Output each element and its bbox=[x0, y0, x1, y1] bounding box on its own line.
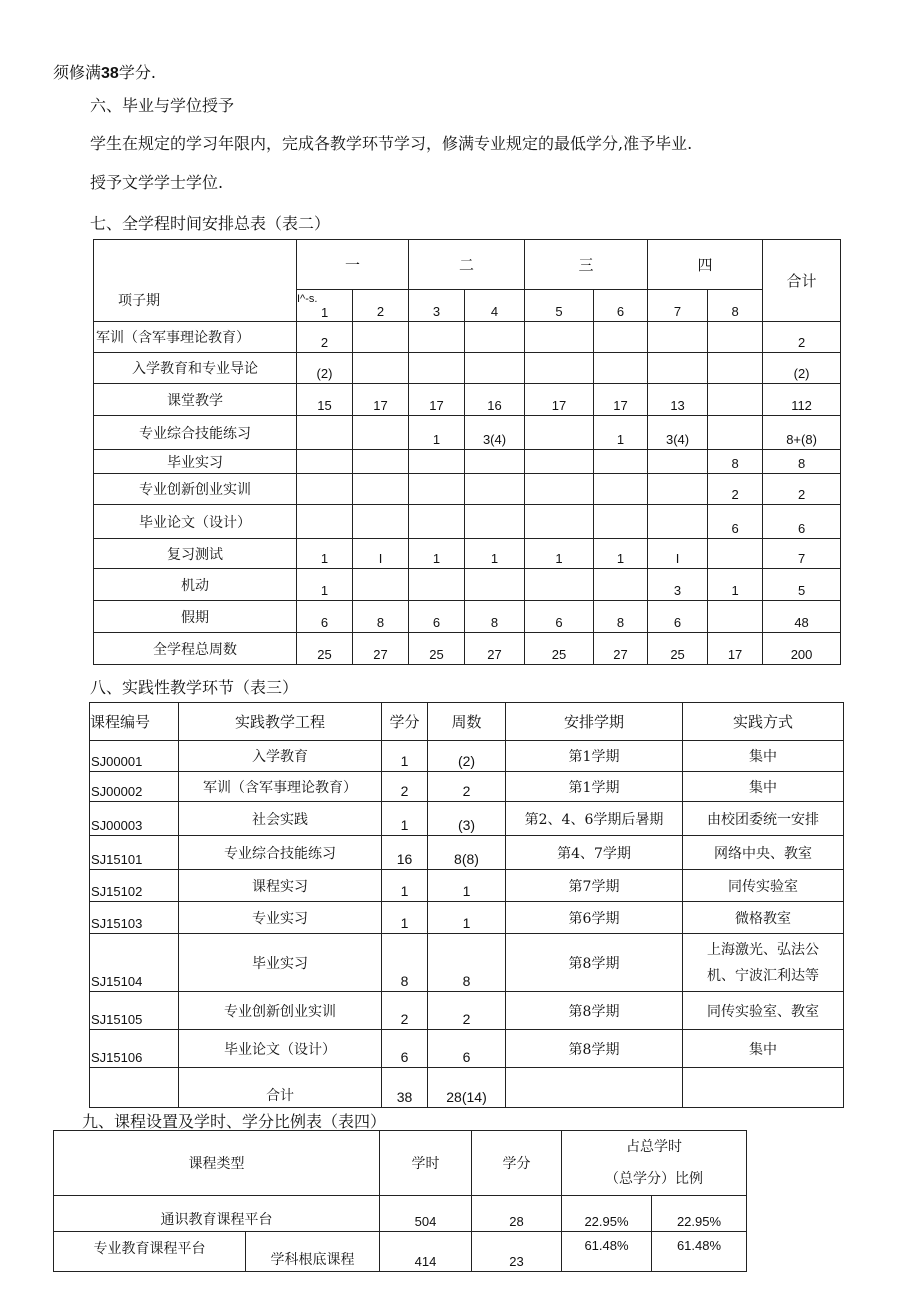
schedule-cell-sem-7 bbox=[648, 353, 708, 384]
row-major-ratio-2: 61.48% bbox=[652, 1232, 747, 1272]
practice-term: 第4、7学期 bbox=[506, 836, 683, 870]
schedule-cell-sem-4: 8 bbox=[465, 601, 525, 633]
practice-weeks: 8 bbox=[428, 934, 506, 992]
header-course-type: 课程类型 bbox=[54, 1131, 380, 1196]
practice-term: 第1学期 bbox=[506, 741, 683, 772]
practice-credits: 1 bbox=[382, 902, 428, 934]
practice-term: 第8学期 bbox=[506, 934, 683, 992]
schedule-row-name: 复习测试 bbox=[94, 539, 297, 569]
schedule-cell-sem-7: 3 bbox=[648, 569, 708, 601]
practice-row bbox=[90, 992, 844, 1030]
schedule-cell-sem-6: 1 bbox=[594, 539, 648, 569]
header-credits: 学分 bbox=[472, 1131, 562, 1196]
practice-credits: 1 bbox=[382, 802, 428, 836]
header-term: 安排学期 bbox=[506, 703, 683, 741]
schedule-row bbox=[94, 633, 841, 665]
row-general-credits: 28 bbox=[472, 1196, 562, 1232]
schedule-cell-sem-3 bbox=[409, 474, 465, 505]
practice-term: 第8学期 bbox=[506, 1030, 683, 1068]
schedule-cell-sem-2: I bbox=[353, 539, 409, 569]
practice-mode-line-1: 上海激光、弘法公 bbox=[707, 941, 819, 958]
schedule-cell-sem-7 bbox=[648, 505, 708, 539]
row-general-hours: 504 bbox=[380, 1196, 472, 1232]
practice-term: 第6学期 bbox=[506, 902, 683, 934]
schedule-row-name: 专业创新创业实训 bbox=[94, 474, 297, 505]
practice-credits: 2 bbox=[382, 992, 428, 1030]
header-weeks: 周数 bbox=[428, 703, 506, 741]
total-row-weeks: 28(14) bbox=[428, 1068, 506, 1108]
schedule-cell-sem-4: 3(4) bbox=[465, 416, 525, 450]
total-row-blank bbox=[90, 1068, 179, 1108]
practice-credits: 6 bbox=[382, 1030, 428, 1068]
semester-2-header: 2 bbox=[353, 290, 409, 322]
practice-code: SJ00003 bbox=[90, 802, 179, 836]
schedule-cell-sem-1 bbox=[297, 416, 353, 450]
schedule-cell-sem-4 bbox=[465, 474, 525, 505]
practice-code: SJ15101 bbox=[90, 836, 179, 870]
total-row-credits: 38 bbox=[382, 1068, 428, 1108]
header-ratio-line-1: 占总学时 bbox=[626, 1139, 682, 1155]
schedule-cell-sem-7: 3(4) bbox=[648, 416, 708, 450]
schedule-row-name: 机动 bbox=[94, 569, 297, 601]
practice-credits: 16 bbox=[382, 836, 428, 870]
schedule-cell-sem-5: 1 bbox=[525, 539, 594, 569]
schedule-cell-sem-3: 1 bbox=[409, 416, 465, 450]
schedule-row-total: 7 bbox=[763, 539, 841, 569]
schedule-cell-sem-6: 1 bbox=[594, 416, 648, 450]
schedule-cell-sem-5: 17 bbox=[525, 384, 594, 416]
semester-8-header: 8 bbox=[708, 290, 763, 322]
schedule-row bbox=[94, 322, 841, 353]
schedule-row-total: (2) bbox=[763, 353, 841, 384]
schedule-row-total: 2 bbox=[763, 322, 841, 353]
header-mode: 实践方式 bbox=[683, 703, 844, 741]
schedule-cell-sem-8 bbox=[708, 353, 763, 384]
schedule-cell-sem-3 bbox=[409, 569, 465, 601]
schedule-cell-sem-7: 13 bbox=[648, 384, 708, 416]
schedule-row-total: 6 bbox=[763, 505, 841, 539]
schedule-row-name: 军训（含军事理论教育） bbox=[94, 322, 297, 353]
schedule-cell-sem-6 bbox=[594, 450, 648, 474]
row-major-hours: 414 bbox=[380, 1232, 472, 1272]
schedule-cell-sem-4 bbox=[465, 505, 525, 539]
schedule-cell-sem-7 bbox=[648, 450, 708, 474]
practice-mode: 同传实验室、教室 bbox=[683, 992, 844, 1030]
practice-row bbox=[90, 870, 844, 902]
practice-code: SJ15104 bbox=[90, 934, 179, 992]
schedule-row-total: 8+(8) bbox=[763, 416, 841, 450]
course-ratio-table bbox=[53, 1130, 747, 1272]
schedule-cell-sem-8: 17 bbox=[708, 633, 763, 665]
practice-weeks: 6 bbox=[428, 1030, 506, 1068]
practice-code: SJ15103 bbox=[90, 902, 179, 934]
schedule-row-total: 200 bbox=[763, 633, 841, 665]
practice-weeks: 1 bbox=[428, 902, 506, 934]
schedule-cell-sem-3: 25 bbox=[409, 633, 465, 665]
schedule-cell-sem-7: 6 bbox=[648, 601, 708, 633]
schedule-cell-sem-5 bbox=[525, 416, 594, 450]
schedule-cell-sem-2 bbox=[353, 505, 409, 539]
practice-credits: 1 bbox=[382, 741, 428, 772]
schedule-cell-sem-1: 25 bbox=[297, 633, 353, 665]
practice-mode: 网络中央、教室 bbox=[683, 836, 844, 870]
practice-row bbox=[90, 772, 844, 802]
practice-weeks: (2) bbox=[428, 741, 506, 772]
practice-weeks: (3) bbox=[428, 802, 506, 836]
schedule-row-name: 专业综合技能练习 bbox=[94, 416, 297, 450]
header-ratio bbox=[562, 1131, 747, 1196]
schedule-cell-sem-1 bbox=[297, 505, 353, 539]
schedule-cell-sem-4 bbox=[465, 353, 525, 384]
schedule-row-total: 8 bbox=[763, 450, 841, 474]
practice-row bbox=[90, 934, 844, 992]
practice-mode: 集中 bbox=[683, 1030, 844, 1068]
row-major-credits: 23 bbox=[472, 1232, 562, 1272]
schedule-cell-sem-8 bbox=[708, 601, 763, 633]
schedule-cell-sem-3 bbox=[409, 450, 465, 474]
schedule-cell-sem-5 bbox=[525, 353, 594, 384]
schedule-row bbox=[94, 474, 841, 505]
row-general-ratio-2: 22.95% bbox=[652, 1196, 747, 1232]
header-hours: 学时 bbox=[380, 1131, 472, 1196]
schedule-row bbox=[94, 416, 841, 450]
schedule-cell-sem-4: 1 bbox=[465, 539, 525, 569]
semester-1-header: I^-s. 1 bbox=[297, 290, 353, 322]
schedule-cell-sem-4 bbox=[465, 322, 525, 353]
schedule-row-name: 课堂教学 bbox=[94, 384, 297, 416]
schedule-cell-sem-2 bbox=[353, 353, 409, 384]
schedule-cell-sem-3 bbox=[409, 505, 465, 539]
practice-mode bbox=[683, 934, 844, 992]
semester-6-header: 6 bbox=[594, 290, 648, 322]
schedule-cell-sem-1 bbox=[297, 474, 353, 505]
section-6-paragraph-2: 授予文学学士学位. bbox=[90, 173, 224, 192]
schedule-cell-sem-1: 2 bbox=[297, 322, 353, 353]
total-header: 合计 bbox=[763, 240, 841, 322]
total-row-term bbox=[506, 1068, 683, 1108]
schedule-cell-sem-1 bbox=[297, 450, 353, 474]
schedule-cell-sem-8 bbox=[708, 384, 763, 416]
schedule-cell-sem-2 bbox=[353, 450, 409, 474]
schedule-row bbox=[94, 539, 841, 569]
intro-line: 须修满38学分. bbox=[53, 63, 156, 82]
practice-table bbox=[89, 702, 844, 1108]
row-major-sub: 学科根底课程 bbox=[246, 1232, 380, 1272]
schedule-cell-sem-6 bbox=[594, 353, 648, 384]
practice-weeks: 8(8) bbox=[428, 836, 506, 870]
schedule-cell-sem-4: 16 bbox=[465, 384, 525, 416]
practice-mode: 由校团委统一安排 bbox=[683, 802, 844, 836]
schedule-row-total: 2 bbox=[763, 474, 841, 505]
header-credits: 学分 bbox=[382, 703, 428, 741]
schedule-cell-sem-3 bbox=[409, 322, 465, 353]
schedule-cell-sem-5 bbox=[525, 450, 594, 474]
schedule-cell-sem-8: 8 bbox=[708, 450, 763, 474]
header-practice-item: 实践教学工程 bbox=[179, 703, 382, 741]
practice-code: SJ00001 bbox=[90, 741, 179, 772]
year-1-header: 一 bbox=[297, 240, 409, 290]
schedule-cell-sem-6 bbox=[594, 505, 648, 539]
practice-name: 军训（含军事理论教育） bbox=[179, 772, 382, 802]
schedule-row bbox=[94, 569, 841, 601]
schedule-cell-sem-8 bbox=[708, 322, 763, 353]
practice-mode-line-2: 机、宁波汇利达等 bbox=[707, 967, 819, 984]
schedule-cell-sem-1: 1 bbox=[297, 569, 353, 601]
schedule-cell-sem-6: 8 bbox=[594, 601, 648, 633]
schedule-cell-sem-5 bbox=[525, 569, 594, 601]
practice-body bbox=[90, 741, 844, 1068]
schedule-cell-sem-6: 27 bbox=[594, 633, 648, 665]
schedule-cell-sem-5 bbox=[525, 474, 594, 505]
practice-weeks: 2 bbox=[428, 992, 506, 1030]
practice-name: 专业综合技能练习 bbox=[179, 836, 382, 870]
schedule-cell-sem-7: 25 bbox=[648, 633, 708, 665]
practice-code: SJ15102 bbox=[90, 870, 179, 902]
year-4-header: 四 bbox=[648, 240, 763, 290]
year-3-header: 三 bbox=[525, 240, 648, 290]
schedule-row-name: 毕业论文（设计） bbox=[94, 505, 297, 539]
item-label: 项子期 bbox=[94, 290, 297, 322]
practice-code: SJ15106 bbox=[90, 1030, 179, 1068]
practice-name: 专业创新创业实训 bbox=[179, 992, 382, 1030]
practice-credits: 1 bbox=[382, 870, 428, 902]
practice-term: 第1学期 bbox=[506, 772, 683, 802]
schedule-row-total: 5 bbox=[763, 569, 841, 601]
schedule-cell-sem-2 bbox=[353, 416, 409, 450]
schedule-cell-sem-6 bbox=[594, 474, 648, 505]
practice-name: 专业实习 bbox=[179, 902, 382, 934]
practice-term: 第8学期 bbox=[506, 992, 683, 1030]
schedule-row-total: 112 bbox=[763, 384, 841, 416]
practice-row bbox=[90, 902, 844, 934]
schedule-cell-sem-1: 1 bbox=[297, 539, 353, 569]
schedule-cell-sem-6 bbox=[594, 322, 648, 353]
schedule-row-name: 全学程总周数 bbox=[94, 633, 297, 665]
practice-name: 社会实践 bbox=[179, 802, 382, 836]
schedule-row bbox=[94, 601, 841, 633]
schedule-cell-sem-2: 8 bbox=[353, 601, 409, 633]
schedule-cell-sem-6 bbox=[594, 569, 648, 601]
total-row-mode bbox=[683, 1068, 844, 1108]
schedule-body bbox=[94, 322, 841, 665]
schedule-cell-sem-5 bbox=[525, 322, 594, 353]
schedule-cell-sem-3: 17 bbox=[409, 384, 465, 416]
header-course-code: 课程编号 bbox=[90, 703, 179, 741]
practice-name: 毕业论文（设计） bbox=[179, 1030, 382, 1068]
practice-credits: 2 bbox=[382, 772, 428, 802]
schedule-cell-sem-5 bbox=[525, 505, 594, 539]
practice-row bbox=[90, 1030, 844, 1068]
schedule-cell-sem-2 bbox=[353, 569, 409, 601]
schedule-row bbox=[94, 505, 841, 539]
practice-weeks: 1 bbox=[428, 870, 506, 902]
practice-row bbox=[90, 741, 844, 772]
schedule-cell-sem-4 bbox=[465, 569, 525, 601]
table4-title: 九、课程设置及学时、学分比例表（表四） bbox=[82, 1112, 387, 1131]
schedule-row-name: 入学教育和专业导论 bbox=[94, 353, 297, 384]
schedule-cell-sem-3 bbox=[409, 353, 465, 384]
schedule-cell-sem-5: 6 bbox=[525, 601, 594, 633]
schedule-cell-sem-7 bbox=[648, 322, 708, 353]
practice-weeks: 2 bbox=[428, 772, 506, 802]
schedule-cell-sem-8: 6 bbox=[708, 505, 763, 539]
schedule-cell-sem-1: 6 bbox=[297, 601, 353, 633]
practice-name: 课程实习 bbox=[179, 870, 382, 902]
schedule-cell-sem-5: 25 bbox=[525, 633, 594, 665]
header-corner bbox=[94, 240, 297, 290]
schedule-cell-sem-8: 1 bbox=[708, 569, 763, 601]
schedule-cell-sem-4: 27 bbox=[465, 633, 525, 665]
total-row-label: 合计 bbox=[179, 1068, 382, 1108]
practice-credits: 8 bbox=[382, 934, 428, 992]
schedule-cell-sem-7: I bbox=[648, 539, 708, 569]
practice-mode: 集中 bbox=[683, 741, 844, 772]
schedule-cell-sem-2 bbox=[353, 474, 409, 505]
schedule-row-total: 48 bbox=[763, 601, 841, 633]
schedule-cell-sem-6: 17 bbox=[594, 384, 648, 416]
practice-row bbox=[90, 836, 844, 870]
practice-name: 入学教育 bbox=[179, 741, 382, 772]
schedule-row bbox=[94, 384, 841, 416]
year-2-header: 二 bbox=[409, 240, 525, 290]
schedule-cell-sem-3: 6 bbox=[409, 601, 465, 633]
semester-5-header: 5 bbox=[525, 290, 594, 322]
practice-term: 第7学期 bbox=[506, 870, 683, 902]
schedule-cell-sem-4 bbox=[465, 450, 525, 474]
row-major-type: 专业教育课程平台 bbox=[54, 1232, 246, 1272]
table3-title: 八、实践性教学环节（表三） bbox=[90, 678, 299, 697]
schedule-cell-sem-1: 15 bbox=[297, 384, 353, 416]
semester-7-header: 7 bbox=[648, 290, 708, 322]
practice-name: 毕业实习 bbox=[179, 934, 382, 992]
schedule-row-name: 假期 bbox=[94, 601, 297, 633]
schedule-cell-sem-3: 1 bbox=[409, 539, 465, 569]
semester-3-header: 3 bbox=[409, 290, 465, 322]
schedule-row bbox=[94, 450, 841, 474]
section-6-title: 六、毕业与学位授予 bbox=[90, 96, 235, 115]
schedule-cell-sem-7 bbox=[648, 474, 708, 505]
practice-code: SJ00002 bbox=[90, 772, 179, 802]
schedule-row bbox=[94, 353, 841, 384]
semester-1-mark: I^-s. bbox=[297, 293, 318, 305]
practice-code: SJ15105 bbox=[90, 992, 179, 1030]
schedule-table bbox=[93, 239, 841, 665]
row-major-ratio-1: 61.48% bbox=[562, 1232, 652, 1272]
practice-term: 第2、4、6学期后暑期 bbox=[506, 802, 683, 836]
table2-title: 七、全学程时间安排总表（表二） bbox=[90, 214, 331, 233]
schedule-cell-sem-2: 17 bbox=[353, 384, 409, 416]
schedule-cell-sem-2 bbox=[353, 322, 409, 353]
practice-mode: 集中 bbox=[683, 772, 844, 802]
section-6-paragraph-1: 学生在规定的学习年限内，完成各教学环节学习，修满专业规定的最低学分,准予毕业. bbox=[90, 134, 693, 153]
semester-4-header: 4 bbox=[465, 290, 525, 322]
header-ratio-line-2: （总学分）比例 bbox=[605, 1171, 703, 1187]
row-general-type: 通识教育课程平台 bbox=[54, 1196, 380, 1232]
row-general-ratio-1: 22.95% bbox=[562, 1196, 652, 1232]
schedule-cell-sem-1: (2) bbox=[297, 353, 353, 384]
schedule-cell-sem-8: 2 bbox=[708, 474, 763, 505]
practice-mode: 同传实验室 bbox=[683, 870, 844, 902]
schedule-cell-sem-8 bbox=[708, 416, 763, 450]
practice-row bbox=[90, 802, 844, 836]
schedule-row-name: 毕业实习 bbox=[94, 450, 297, 474]
practice-mode: 微格教室 bbox=[683, 902, 844, 934]
schedule-cell-sem-8 bbox=[708, 539, 763, 569]
schedule-cell-sem-2: 27 bbox=[353, 633, 409, 665]
